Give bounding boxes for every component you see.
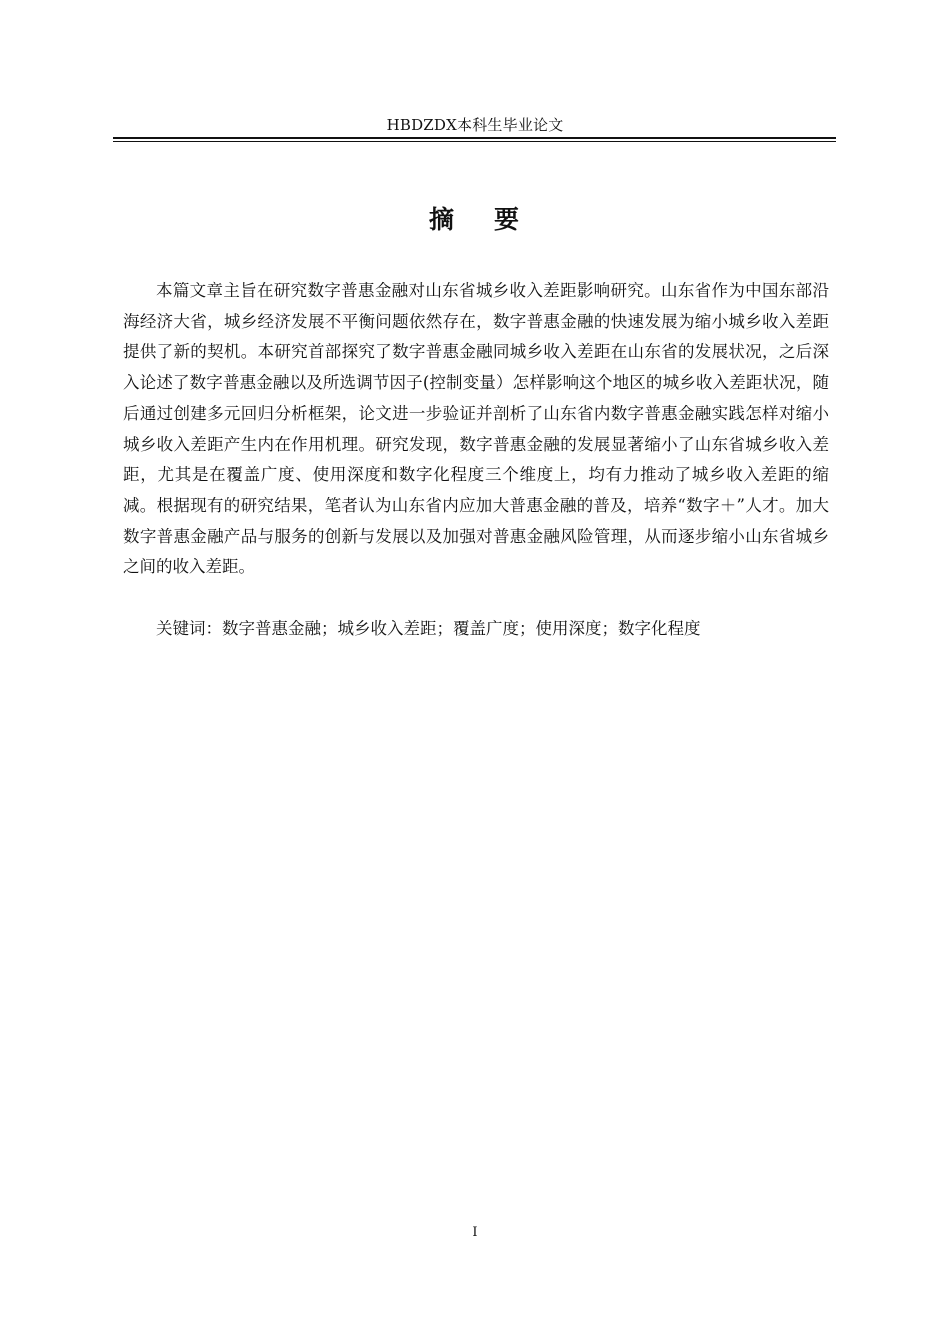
- abstract-body: 本篇文章主旨在研究数字普惠金融对山东省城乡收入差距影响研究。山东省作为中国东部沿海经济大省，城乡经济发展不平衡问题依然存在，数字普惠金融的快速发展为缩小城乡收入差距提供了新的契机。本研究首部探究了数字普惠金融同城乡收入差距在山东省的发展状况，之后深入论述了数字普惠金融以及所选调节因子(控制变量）怎样影响这个地区的城乡收入差距状况，随后通过创建多元回归分析框架，论文进一步验证并剖析了山东省内数字普惠金融实践怎样对缩小城乡收入差距产生内在作用机理。研究发现，数字普惠金融的发展显著缩小了山东省城乡收入差距，尤其是在覆盖广度、使用深度和数字化程度三个维度上，均有力推动了城乡收入差距的缩减。根据现有的研究结果，笔者认为山东省内应加大普惠金融的普及，培养“数字＋”人才。加大数字普惠金融产品与服务的创新与发展以及加强对普惠金融风险管理，从而逐步缩小山东省城乡之间的收入差距。: [123, 281, 829, 577]
- page-number: I: [472, 1225, 478, 1240]
- header-rule-thin: [113, 141, 836, 142]
- abstract-title-char2: 要: [494, 205, 522, 234]
- header-rule-thick: [113, 137, 836, 139]
- running-header: HBDZDX本科生毕业论文: [386, 116, 564, 134]
- abstract-title-char1: 摘: [428, 205, 456, 234]
- keywords-line: 关键词：数字普惠金融；城乡收入差距；覆盖广度；使用深度；数字化程度: [156, 619, 701, 638]
- abstract-title: [0, 200, 950, 236]
